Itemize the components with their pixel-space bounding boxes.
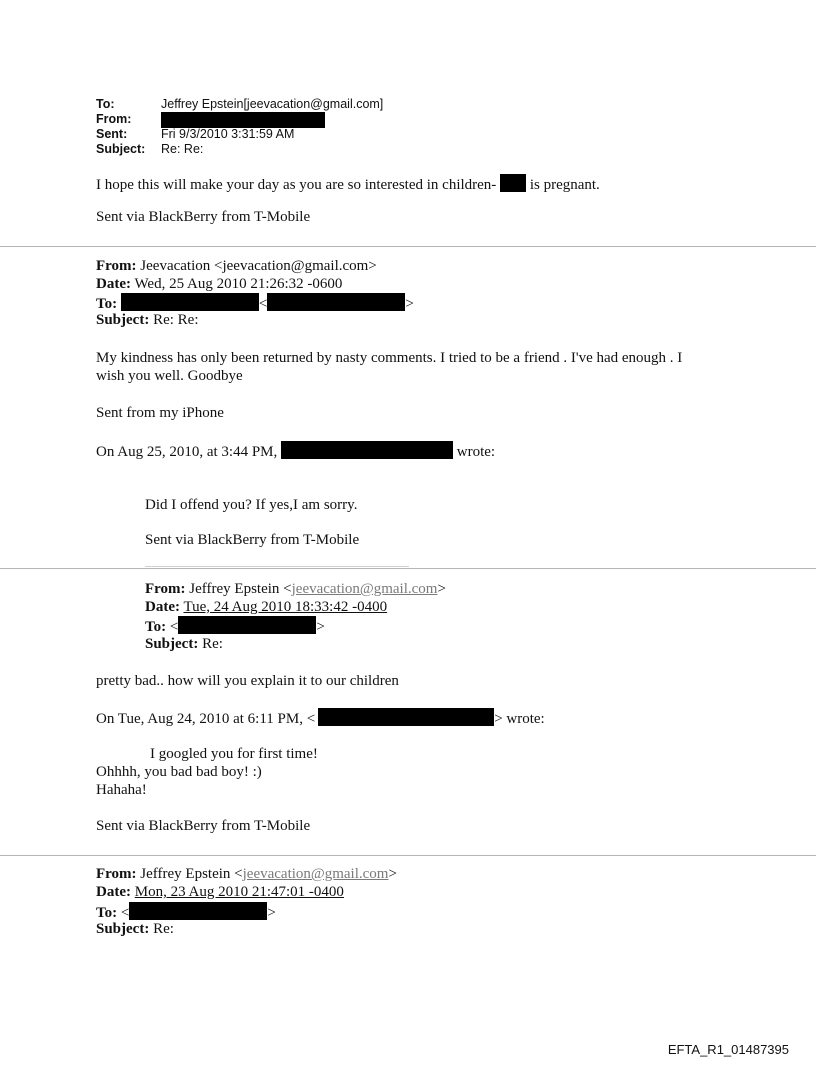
- document-id-stamp: EFTA_R1_01487395: [667, 1042, 789, 1057]
- header-subject-label: Subject:: [96, 142, 146, 156]
- msg4-quote-header: [96, 708, 545, 728]
- msg5-to-row: [96, 902, 276, 922]
- msg2-body-line2: wish you well. Goodbye: [96, 368, 243, 384]
- msg4-subject-value: Re:: [202, 636, 223, 652]
- msg5-from-suffix: >: [388, 866, 397, 882]
- redaction-block: [161, 112, 325, 128]
- redaction-block: [129, 902, 267, 920]
- msg2-quote-header: [96, 441, 495, 461]
- msg4-to-row: [145, 616, 325, 636]
- msg4-date-row: [145, 598, 387, 616]
- header-from-row: [96, 112, 325, 128]
- msg4-subject-label: Subject:: [145, 636, 199, 652]
- separator-rule: [0, 568, 816, 569]
- msg5-date-value: Mon, 23 Aug 2010 21:47:01 -0400: [134, 884, 344, 900]
- quote-rule: [145, 566, 409, 567]
- msg4-date-value: Tue, 24 Aug 2010 18:33:42 -0400: [183, 599, 388, 615]
- msg2-subject-row: [96, 311, 199, 329]
- msg2-signature: Sent from my iPhone: [96, 405, 224, 421]
- msg2-from-value: Jeevacation <jeevacation@gmail.com>: [140, 258, 377, 274]
- msg5-to-lt: <: [120, 905, 130, 921]
- redaction-block: [267, 293, 405, 311]
- msg2-date-value: Wed, 25 Aug 2010 21:26:32 -0600: [134, 276, 343, 292]
- msg1-body: [96, 174, 600, 194]
- msg4-body: pretty bad.. how will you explain it to our children: [96, 673, 399, 689]
- msg4-quote-line1: I googled you for first time!: [150, 746, 318, 762]
- msg4-quote-prefix: On Tue, Aug 24, 2010 at 6:11 PM, <: [96, 711, 316, 727]
- redaction-block: [178, 616, 316, 634]
- msg4-date-label: Date:: [145, 599, 180, 615]
- msg4-from-row: [145, 580, 446, 598]
- msg4-quote-suffix: > wrote:: [494, 711, 545, 727]
- msg2-to-row: [96, 293, 414, 313]
- header-subject-value: Re: Re:: [161, 142, 204, 156]
- msg2-quote-prefix: On Aug 25, 2010, at 3:44 PM,: [96, 444, 278, 460]
- separator-rule: [0, 246, 816, 247]
- msg1-body-text: I hope this will make your day as you are so interested in children-: [96, 177, 497, 193]
- msg5-from-email-link[interactable]: jeevacation@gmail.com: [242, 866, 389, 882]
- msg2-to-gt: >: [405, 296, 414, 312]
- header-from-label: From:: [96, 112, 132, 126]
- msg3-body: Did I offend you? If yes,I am sorry.: [145, 497, 358, 513]
- msg2-from-row: [96, 257, 377, 275]
- header-to-value: Jeffrey Epstein[jeevacation@gmail.com]: [161, 97, 384, 111]
- msg5-from-prefix: Jeffrey Epstein <: [140, 866, 243, 882]
- msg5-from-row: [96, 865, 397, 883]
- header-subject-row: [96, 142, 203, 156]
- msg1-body-text-end: is pregnant.: [529, 177, 600, 193]
- msg2-quote-suffix: wrote:: [456, 444, 496, 460]
- redaction-block: [500, 174, 526, 192]
- redaction-block: [318, 708, 494, 726]
- msg2-date-label: Date:: [96, 276, 131, 292]
- msg5-from-label: From:: [96, 866, 137, 882]
- msg5-subject-label: Subject:: [96, 921, 150, 937]
- msg4-to-label: To:: [145, 619, 167, 635]
- msg4-to-lt: <: [169, 619, 179, 635]
- header-sent-row: [96, 127, 294, 141]
- msg4-subject-row: [145, 635, 223, 653]
- msg3-signature: Sent via BlackBerry from T-Mobile: [145, 532, 360, 548]
- msg5-to-label: To:: [96, 905, 118, 921]
- msg4-signature: Sent via BlackBerry from T-Mobile: [96, 818, 311, 834]
- header-to-row: [96, 97, 383, 111]
- msg4-quote-line3: Hahaha!: [96, 782, 147, 798]
- msg4-quote-line2: Ohhhh, you bad bad boy! :): [96, 764, 262, 780]
- msg5-subject-value: Re:: [153, 921, 174, 937]
- redaction-block: [121, 293, 259, 311]
- msg4-to-gt: >: [316, 619, 325, 635]
- msg2-from-label: From:: [96, 258, 137, 274]
- msg4-from-email-link[interactable]: jeevacation@gmail.com: [291, 581, 438, 597]
- msg5-date-row: [96, 883, 344, 901]
- msg2-to-lt: <: [258, 296, 268, 312]
- msg2-date-row: [96, 275, 342, 293]
- msg2-subject-value: Re: Re:: [153, 312, 199, 328]
- msg5-to-gt: >: [267, 905, 276, 921]
- header-sent-label: Sent:: [96, 127, 128, 141]
- msg1-signature: Sent via BlackBerry from T-Mobile: [96, 209, 311, 225]
- msg5-date-label: Date:: [96, 884, 131, 900]
- msg5-subject-row: [96, 920, 174, 938]
- header-to-label: To:: [96, 97, 115, 111]
- msg2-subject-label: Subject:: [96, 312, 150, 328]
- msg4-from-label: From:: [145, 581, 186, 597]
- msg2-body-line1: My kindness has only been returned by nasty comments. I tried to be a friend . I've had enough . I: [96, 350, 683, 366]
- msg4-from-prefix: Jeffrey Epstein <: [189, 581, 292, 597]
- header-sent-value: Fri 9/3/2010 3:31:59 AM: [161, 127, 295, 141]
- msg4-from-suffix: >: [437, 581, 446, 597]
- separator-rule: [0, 855, 816, 856]
- msg2-to-label: To:: [96, 296, 118, 312]
- redaction-block: [281, 441, 453, 459]
